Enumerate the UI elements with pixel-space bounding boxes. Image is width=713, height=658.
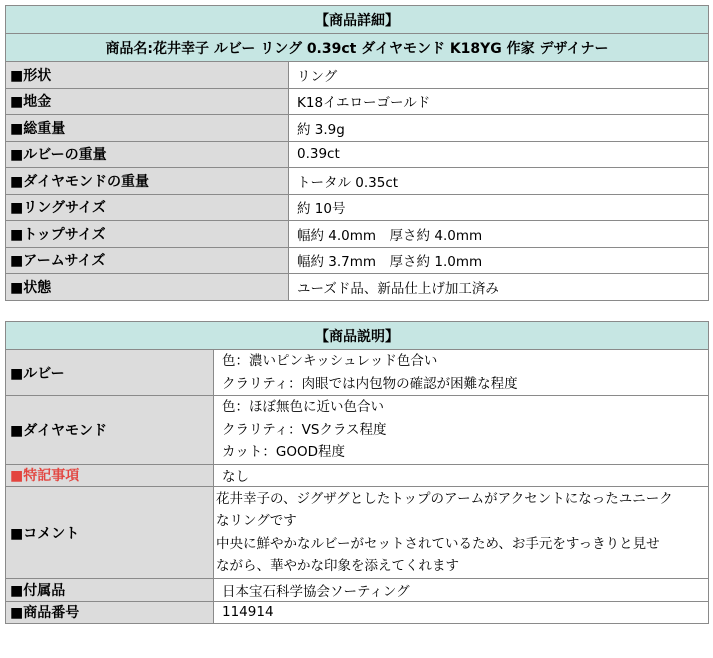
desc-row-product-number — [6, 601, 709, 624]
detail-value: ユーズド品、新品仕上げ加工済み — [289, 274, 709, 301]
detail-value: リング — [289, 62, 709, 89]
detail-label: ■形状 — [6, 62, 289, 89]
details-table — [5, 5, 709, 301]
detail-label: ■総重量 — [6, 115, 289, 142]
ruby-clarity-line: クラリティ：肉眼では内包物の確認が困難な程度 — [222, 375, 518, 392]
desc-row-comment — [6, 487, 709, 579]
desc-row-accessories — [6, 579, 709, 602]
detail-value: 約 10号 — [289, 194, 709, 221]
diamond-color-line: 色：ほぼ無色に近い色合い — [222, 399, 384, 415]
desc-label: ■付属品 — [6, 579, 214, 602]
product-name: 商品名:花井幸子 ルビー リング 0.39ct ダイヤモンド K18YG 作家 デザイナー — [6, 34, 709, 62]
desc-label: ■ダイヤモンド — [6, 396, 214, 465]
detail-value: 幅約 3.7mm 厚さ約 1.0mm — [289, 247, 709, 274]
diamond-cut-line: カット：GOOD程度 — [222, 444, 345, 460]
ruby-color-line: 色：濃いピンキッシュレッド色合い — [222, 353, 438, 369]
desc-row-ruby — [6, 350, 709, 396]
desc-label: ■商品番号 — [6, 601, 214, 624]
detail-label: ■状態 — [6, 274, 289, 301]
detail-row-ruby-weight — [6, 141, 709, 168]
desc-label: ■コメント — [6, 487, 214, 579]
desc-value: 日本宝石科学協会ソーティング — [214, 579, 709, 602]
detail-row-total-weight — [6, 115, 709, 142]
comment-line: 花井幸子の、ジグザグとしたトップのアームがアクセントになったユニーク — [216, 490, 673, 507]
desc-value: なし — [214, 464, 709, 487]
detail-label: ■トップサイズ — [6, 221, 289, 248]
detail-row-metal — [6, 88, 709, 115]
detail-row-ring-size — [6, 194, 709, 221]
desc-value: 114914 — [214, 601, 709, 624]
description-table — [5, 321, 709, 624]
detail-value: トータル 0.35ct — [289, 168, 709, 195]
desc-label: ■ルビー — [6, 350, 214, 396]
detail-row-diamond-weight — [6, 168, 709, 195]
desc-row-special-notes — [6, 464, 709, 487]
detail-row-top-size — [6, 221, 709, 248]
comment-line: ながら、華やかな印象を添えてくれます — [216, 558, 459, 574]
detail-label: ■アームサイズ — [6, 247, 289, 274]
detail-row-condition — [6, 274, 709, 301]
details-header: 【商品詳細】 — [6, 6, 709, 34]
diamond-clarity-line: クラリティ：VSクラス程度 — [222, 421, 387, 438]
desc-row-diamond — [6, 396, 709, 465]
detail-label: ■地金 — [6, 88, 289, 115]
detail-value: 0.39ct — [289, 141, 709, 168]
comment-line: 中央に鮮やかなルビーがセットされているため、お手元をすっきりと見せ — [216, 535, 660, 552]
comment-line: なリングです — [216, 513, 297, 529]
desc-label-special: ■特記事項 — [6, 464, 214, 487]
description-header: 【商品説明】 — [6, 322, 709, 350]
detail-label: ■リングサイズ — [6, 194, 289, 221]
detail-label: ■ルビーの重量 — [6, 141, 289, 168]
detail-value: 幅約 4.0mm 厚さ約 4.0mm — [289, 221, 709, 248]
detail-value: K18イエローゴールド — [289, 88, 709, 115]
detail-row-shape — [6, 62, 709, 89]
detail-label: ■ダイヤモンドの重量 — [6, 168, 289, 195]
detail-value: 約 3.9g — [289, 115, 709, 142]
detail-row-arm-size — [6, 247, 709, 274]
